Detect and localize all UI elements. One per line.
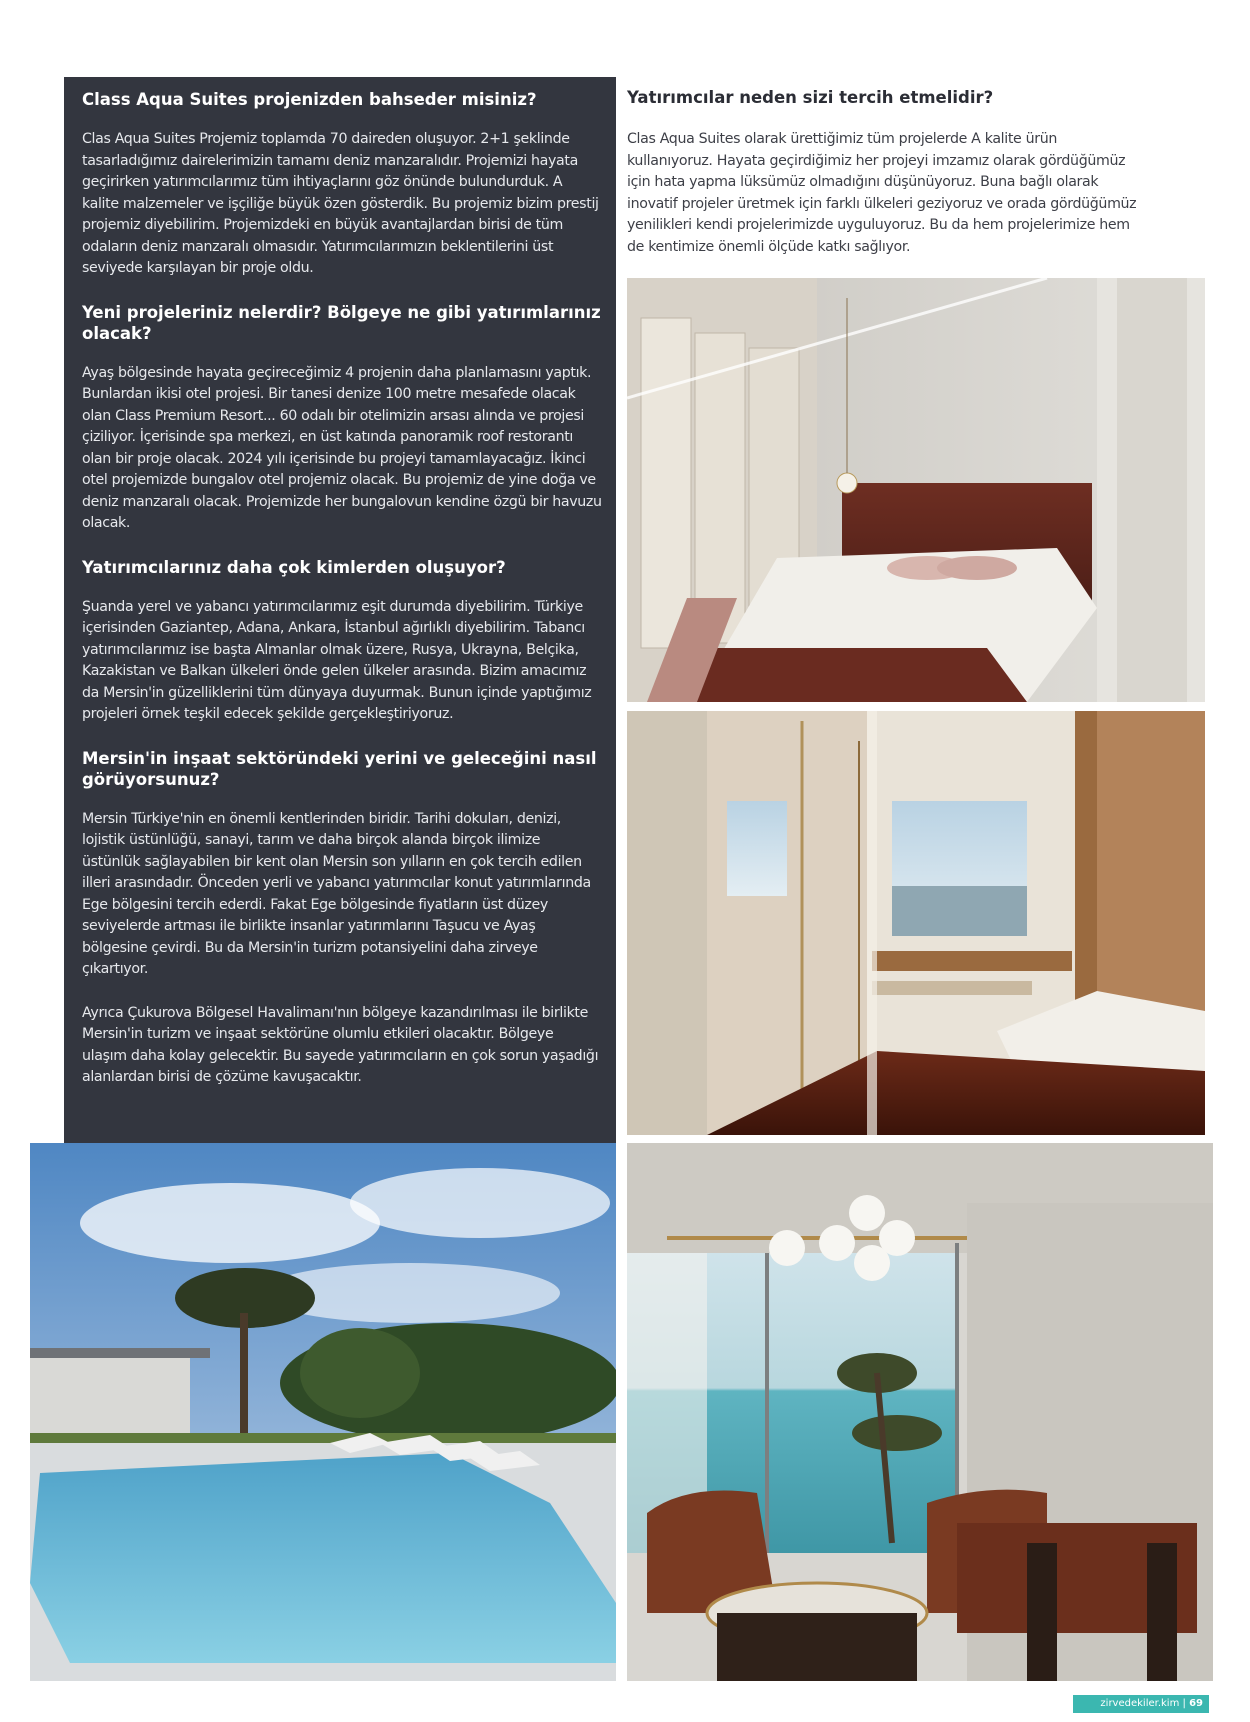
answer-right: Clas Aqua Suites olarak ürettiğimiz tüm projelerde A kalite ürün kullanıyoruz. Hayata geçirdiğimiz her projeyi imzamız olarak gördüğümüz için hata yapma lüksümüz olmadığını düşünüyoruz. Buna bağlı olarak inovatif projeler üretmek için farklı ülkeleri geziyoruz ve orada gördüğümüz yenilikleri kendi projelerimizde uyguluyoruz. Bu da hem projelerimize hem de kentimize önemli ölçüde katkı sağlıyor. bbox=[627, 131, 1137, 255]
bedroom-photo bbox=[627, 278, 1205, 702]
footer-separator: | bbox=[1182, 1698, 1186, 1709]
small-bedroom-photo bbox=[627, 711, 1205, 1135]
answer-4b: Ayrıca Çukurova Bölgesel Havalimanı'nın bölgeye kazandırılması ile birlikte Mersin'in turizm ve inşaat sektörüne olumlu etkileri olacaktır. Bölgeye ulaşım daha kolay gelecektir. Bu sayede yatırımcıların en çok sorun yaşadığı alanlardan birisi de çözüme kavuşacaktır. bbox=[82, 1004, 599, 1085]
page-number: 69 bbox=[1189, 1698, 1203, 1709]
pool-photo bbox=[30, 1143, 616, 1681]
answer-4a: Mersin Türkiye'nin en önemli kentlerinden biridir. Tarihi dokuları, denizi, lojistik üstünlüğü, sanayi, tarım ve daha birçok alanda birçok ilimize üstünlük sağlayabilen bir kent olan Mersin son yılların en çok tercih edilen illeri arasındadır. Önceden yerli ve yabancı yatırımcılar konut yatırımlarında Ege bölgesini tercih ederdi. Fakat Ege bölgesinde fiyatların üst düzey seviyelerde artması ile birlikte insanlar yatırımlarını Taşucu ve Ayaş bölgesine çevirdi. Bu da Mersin'in turizm potansiyelini daha zirveye çıkartıyor. bbox=[82, 810, 591, 977]
question-4: Mersin'in inşaat sektöründeki yerini ve geleceğini nasıl görüyorsunuz? bbox=[82, 748, 597, 789]
answer-2: Ayaş bölgesinde hayata geçireceğimiz 4 projenin daha planlamasını yaptık. Bunlardan ikisi otel projesi. Bir tanesi denize 100 metre mesafede olacak olan Class Premium Resort... 60 odalı bir otelimizin arsası alında ve projesi çiziliyor. İçerisinde spa merkezi, en üst katında panoramik roof restorantı olan bir proje olacak. 2024 yılı içerisinde bu projeyi tamamlayacağız. İkinci otel projemizde bungalov otel projemiz olacak. Bu projemiz de yine doğa ve deniz manzaralı olacak. Projemizde her bungalovun kendine özgü bir havuzu olacak. bbox=[82, 364, 602, 531]
question-2: Yeni projeleriniz nelerdir? Bölgeye ne gibi yatırımlarınız olacak? bbox=[82, 302, 601, 343]
question-right: Yatırımcılar neden sizi tercih etmelidir? bbox=[627, 88, 994, 107]
question-1: Class Aqua Suites projenizden bahseder misiniz? bbox=[82, 90, 537, 109]
answer-1: Clas Aqua Suites Projemiz toplamda 70 daireden oluşuyor. 2+1 şeklinde tasarladığımız dairelerimizin tamamı deniz manzaralıdır. Projemizi hayata geçirirken yatırımcılarımız tüm ihtiyaçlarını göz önünde bulundurduk. A kalite malzemeler ve işçiliğe büyük özen gösterdik. Bu projemiz bizim prestij projemiz diyebilirim. Projemizdeki en büyük avantajlardan birisi de tüm odaların deniz manzaralı olmasıdır. Yatırımcılarımızın beklentilerini üst seviyede karşılayan bir proje oldu. bbox=[82, 131, 599, 276]
right-column-text bbox=[627, 87, 1142, 258]
question-3: Yatırımcılarınız daha çok kimlerden oluşuyor? bbox=[82, 557, 506, 577]
interview-panel bbox=[64, 77, 616, 1143]
footer-site: zirvedekiler.kim bbox=[1100, 1698, 1180, 1709]
living-room-photo bbox=[627, 1143, 1213, 1681]
page-footer bbox=[1073, 1695, 1209, 1713]
answer-3: Şuanda yerel ve yabancı yatırımcılarımız eşit durumda diyebilirim. Türkiye içerisinden Gaziantep, Adana, Ankara, İstanbul ağırlıklı diyebilirim. Tabancı yatırımcılarımız ise başta Almanlar olmak üzere, Rusya, Ukrayna, Belçika, Kazakistan ve Balkan ülkeleri önde gelen ülkeler arasında. Bizim amacımız da Mersin'in güzelliklerini tüm dünyaya duyurmak. Bunun içinde yaptığımız projeleri örnek teşkil edecek şekilde gerçekleştiriyoruz. bbox=[82, 598, 592, 722]
